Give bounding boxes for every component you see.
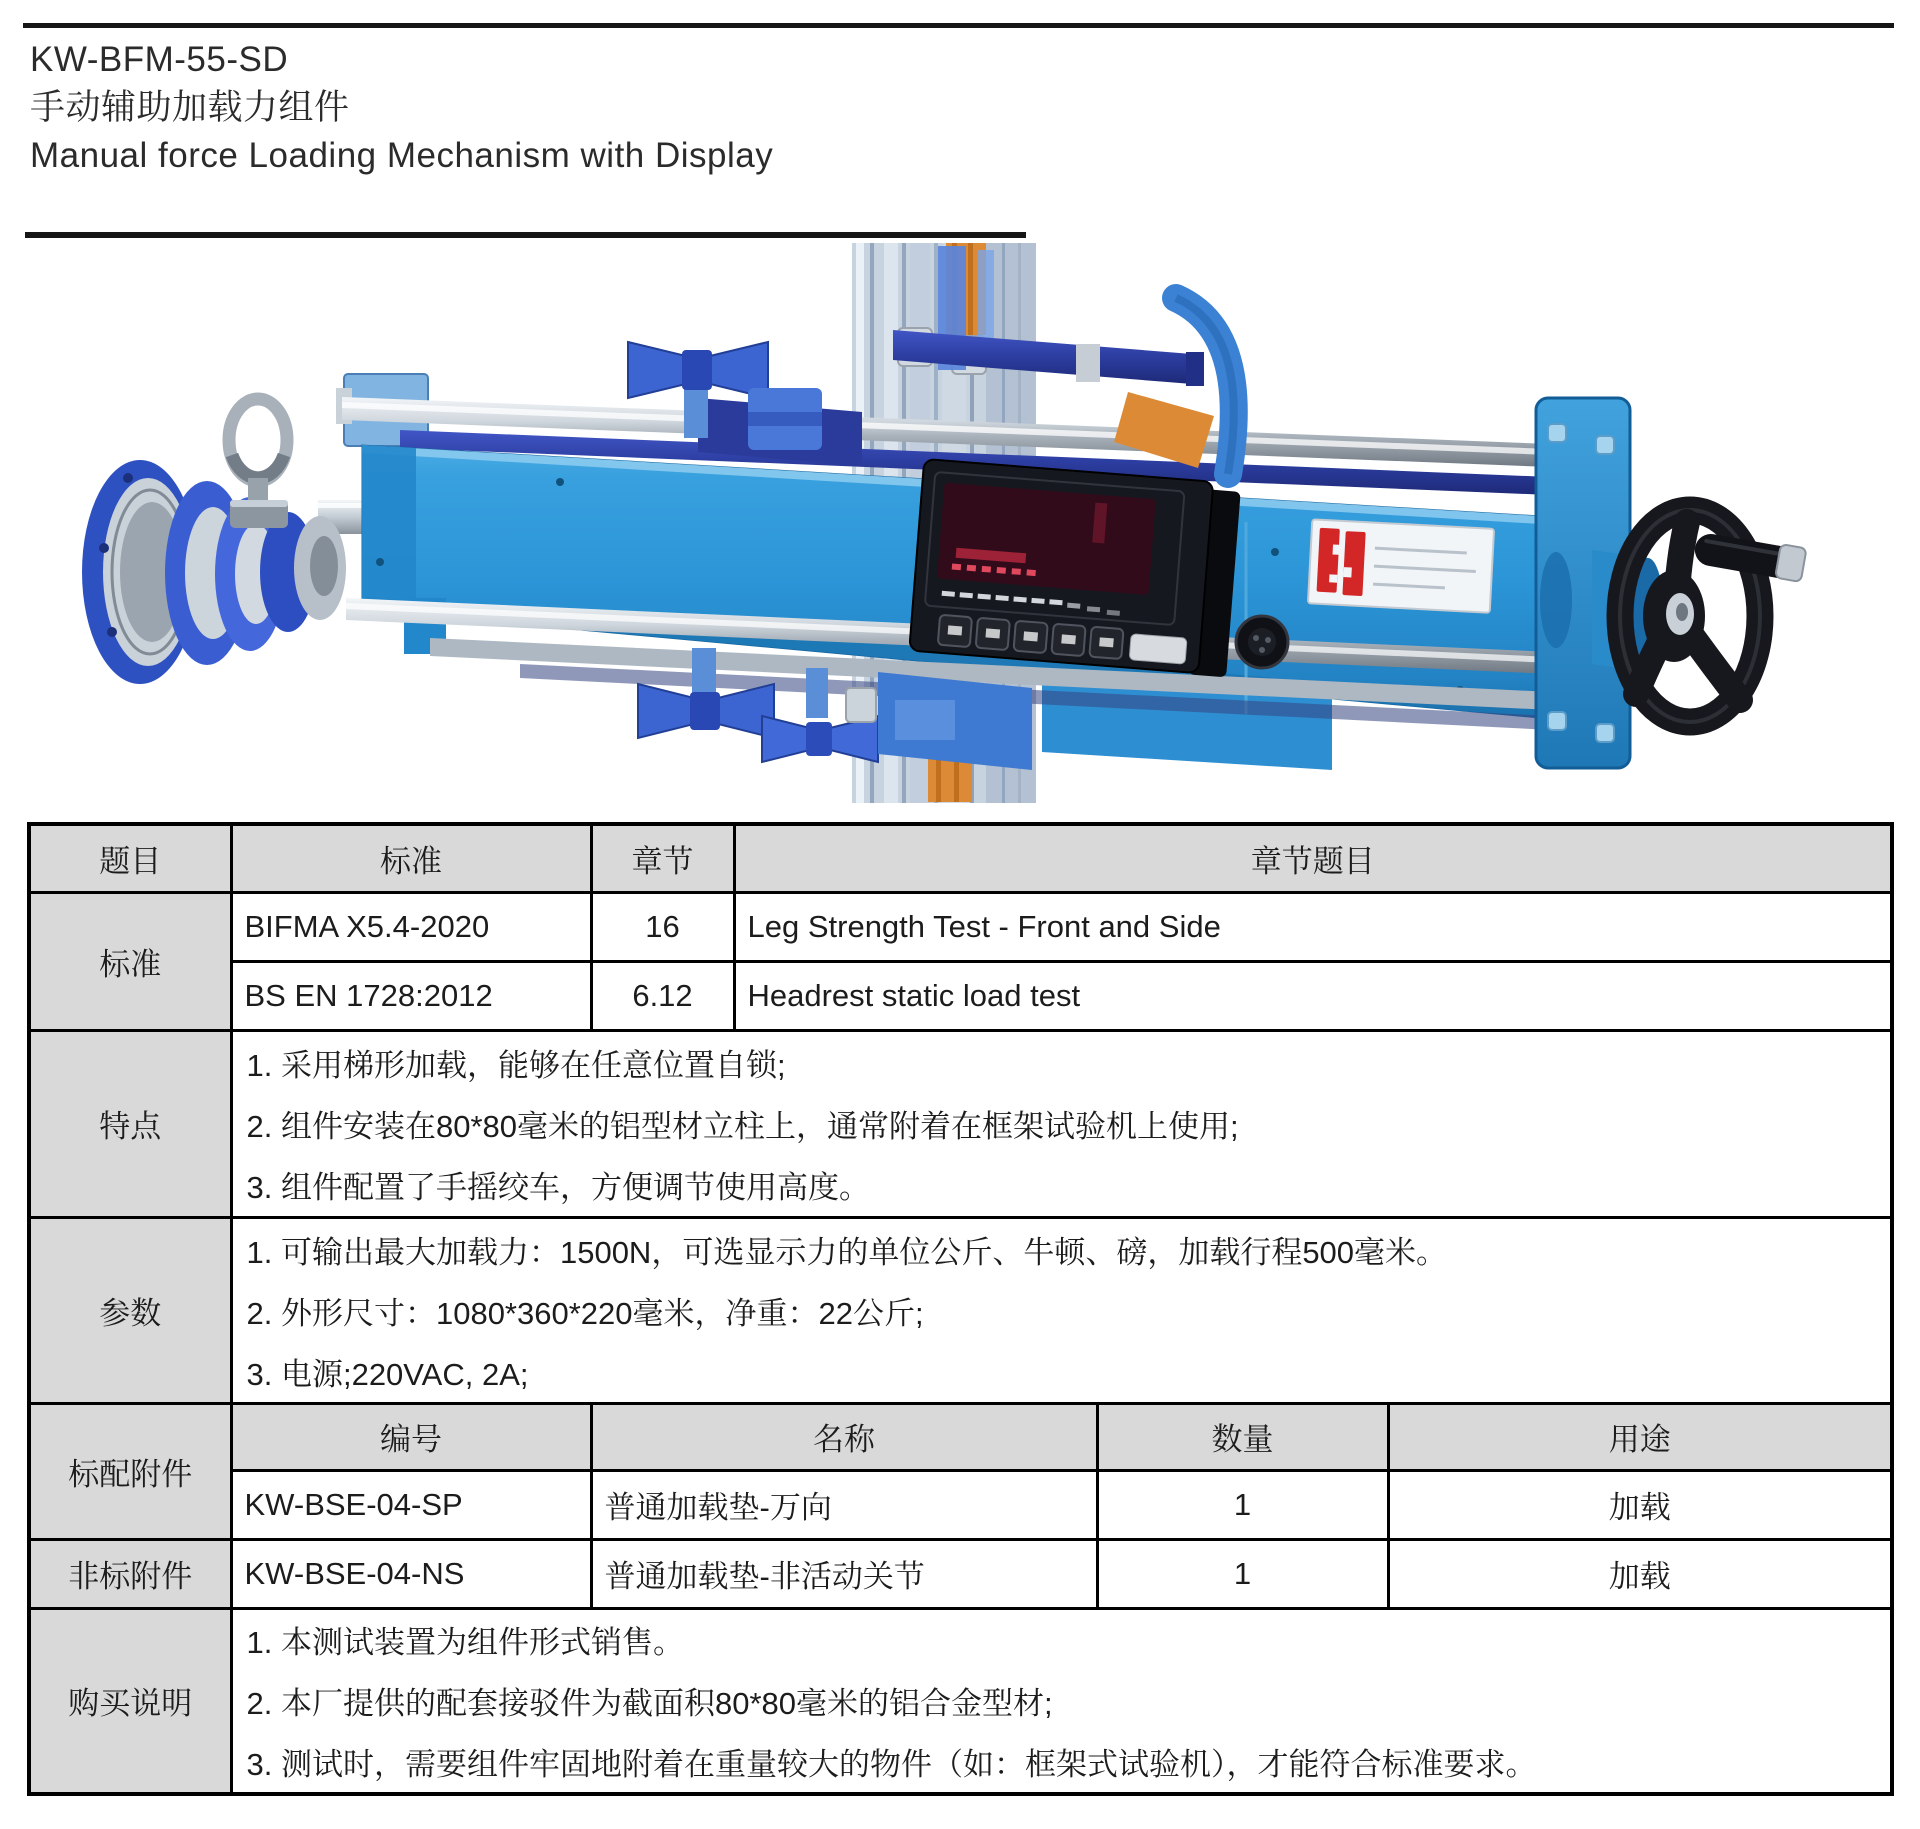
row-label-parameters: 参数 xyxy=(29,1217,231,1403)
acc-standard-code: KW-BSE-04-SP xyxy=(231,1470,591,1539)
acc-nonstandard-use: 加载 xyxy=(1388,1539,1892,1608)
top-guide-rod xyxy=(400,430,1550,495)
page-title-zh: 手动辅助加载力组件 xyxy=(30,88,350,127)
feature-item: 1. 采用梯形加载，能够在任意位置自锁; xyxy=(246,1047,786,1083)
spec-table xyxy=(27,822,1894,1796)
loading-mechanism-illustration xyxy=(0,220,1920,820)
purchase-note-item: 3. 测试时，需要组件牢固地附着在重量较大的物件（如：框架式试验机），才能符合标准要求。 xyxy=(246,1746,1537,1782)
standard-title-0: Leg Strength Test - Front and Side xyxy=(734,892,1892,961)
lower-housing xyxy=(1042,648,1332,770)
left-coupling xyxy=(82,460,346,684)
eye-bolt xyxy=(229,399,288,528)
purchase-notes-list xyxy=(233,1610,1891,1792)
display-unit xyxy=(909,459,1241,677)
row-label-features: 特点 xyxy=(29,1030,231,1217)
clamp-handle-top xyxy=(628,246,1234,474)
beam-foot xyxy=(404,598,446,654)
page-title-en: Manual force Loading Mechanism with Display xyxy=(30,136,774,175)
standard-clause-0: 16 xyxy=(591,892,734,961)
rail-bracket-left xyxy=(344,374,428,446)
row-label-standard-accessory: 标配附件 xyxy=(29,1403,231,1539)
clamp-block-top xyxy=(748,388,822,450)
wheel-hub-cylinder xyxy=(1592,550,1648,672)
acc-standard-qty: 1 xyxy=(1097,1470,1388,1539)
display-indicator-labels xyxy=(941,591,1120,616)
parameter-item: 3. 电源;220VAC, 2A; xyxy=(246,1356,529,1392)
acc-nonstandard-qty: 1 xyxy=(1097,1539,1388,1608)
parameter-item: 1. 可输出最大加载力：1500N，可选显示力的单位公斤、牛顿、磅，加载行程500毫米。 xyxy=(246,1234,1448,1270)
handwheel xyxy=(1620,510,1807,722)
page-top-rule xyxy=(23,23,1894,28)
purchase-note-item: 2. 本厂提供的配套接驳件为截面积80*80毫米的铝合金型材; xyxy=(246,1685,1053,1721)
acc-header-name: 名称 xyxy=(591,1403,1097,1470)
feature-item: 3. 组件配置了手摇绞车，方便调节使用高度。 xyxy=(246,1170,870,1206)
purchase-notes-cell xyxy=(231,1608,1892,1794)
col-header-clause-title: 章节题目 xyxy=(734,824,1892,892)
product-photo xyxy=(0,220,1920,820)
brand-logo xyxy=(1316,528,1365,596)
parameters-cell xyxy=(231,1217,1892,1403)
main-beam xyxy=(362,445,1540,770)
top-guide-rail xyxy=(336,374,1550,495)
clamp-handle-bottom xyxy=(638,648,1032,770)
col-header-standard: 标准 xyxy=(231,824,591,892)
led-screen xyxy=(937,483,1156,595)
title-underline xyxy=(25,232,1026,238)
clamp-orange-bracket xyxy=(1114,392,1214,468)
acc-nonstandard-name: 普通加载垫-非活动关节 xyxy=(591,1539,1097,1608)
clamp-shaft xyxy=(893,330,1192,384)
acc-header-use: 用途 xyxy=(1388,1403,1892,1470)
bottom-guide-rail xyxy=(346,598,1552,730)
standard-title-1: Headrest static load test xyxy=(734,961,1892,1030)
column-orange-profile xyxy=(928,243,986,802)
acc-standard-use: 加载 xyxy=(1388,1470,1892,1539)
standard-name-0: BIFMA X5.4-2020 xyxy=(231,892,591,961)
acc-header-code: 编号 xyxy=(231,1403,591,1470)
col-header-topic: 题目 xyxy=(29,824,231,892)
clamp-block-bottom xyxy=(878,672,1032,770)
display-wide-button xyxy=(1129,634,1187,664)
purchase-note-item: 1. 本测试装置为组件形式销售。 xyxy=(246,1625,684,1661)
display-buttons xyxy=(938,615,1188,664)
parameter-item: 2. 外形尺寸：1080*360*220毫米，净重：22公斤; xyxy=(246,1295,924,1331)
piston-rod xyxy=(318,500,370,534)
row-label-purchase-notes: 购买说明 xyxy=(29,1608,231,1794)
clamp-lever xyxy=(1176,298,1234,474)
features-list xyxy=(233,1032,1891,1216)
row-label-standards: 标准 xyxy=(29,892,231,1030)
beam-end-cap-left xyxy=(362,445,416,612)
standard-name-1: BS EN 1728:2012 xyxy=(231,961,591,1030)
col-header-clause: 章节 xyxy=(591,824,734,892)
parameters-list xyxy=(233,1219,1891,1402)
connector-socket xyxy=(1236,616,1288,668)
standard-clause-1: 6.12 xyxy=(591,961,734,1030)
row-label-nonstandard-accessory: 非标附件 xyxy=(29,1539,231,1608)
features-cell xyxy=(231,1030,1892,1217)
acc-header-qty: 数量 xyxy=(1097,1403,1388,1470)
rail-carriage xyxy=(698,398,862,466)
page-header xyxy=(30,36,1130,180)
acc-nonstandard-code: KW-BSE-04-NS xyxy=(231,1539,591,1608)
feature-item: 2. 组件安装在80*80毫米的铝型材立柱上，通常附着在框架试验机上使用; xyxy=(246,1108,1239,1144)
crank-handle xyxy=(1692,529,1806,582)
end-plate xyxy=(1536,398,1664,768)
acc-standard-name: 普通加载垫-万向 xyxy=(591,1470,1097,1539)
support-column xyxy=(852,243,1036,803)
bearing-housing xyxy=(294,516,346,620)
brand-label xyxy=(1308,519,1494,612)
model-number: KW-BFM-55-SD xyxy=(30,40,289,79)
